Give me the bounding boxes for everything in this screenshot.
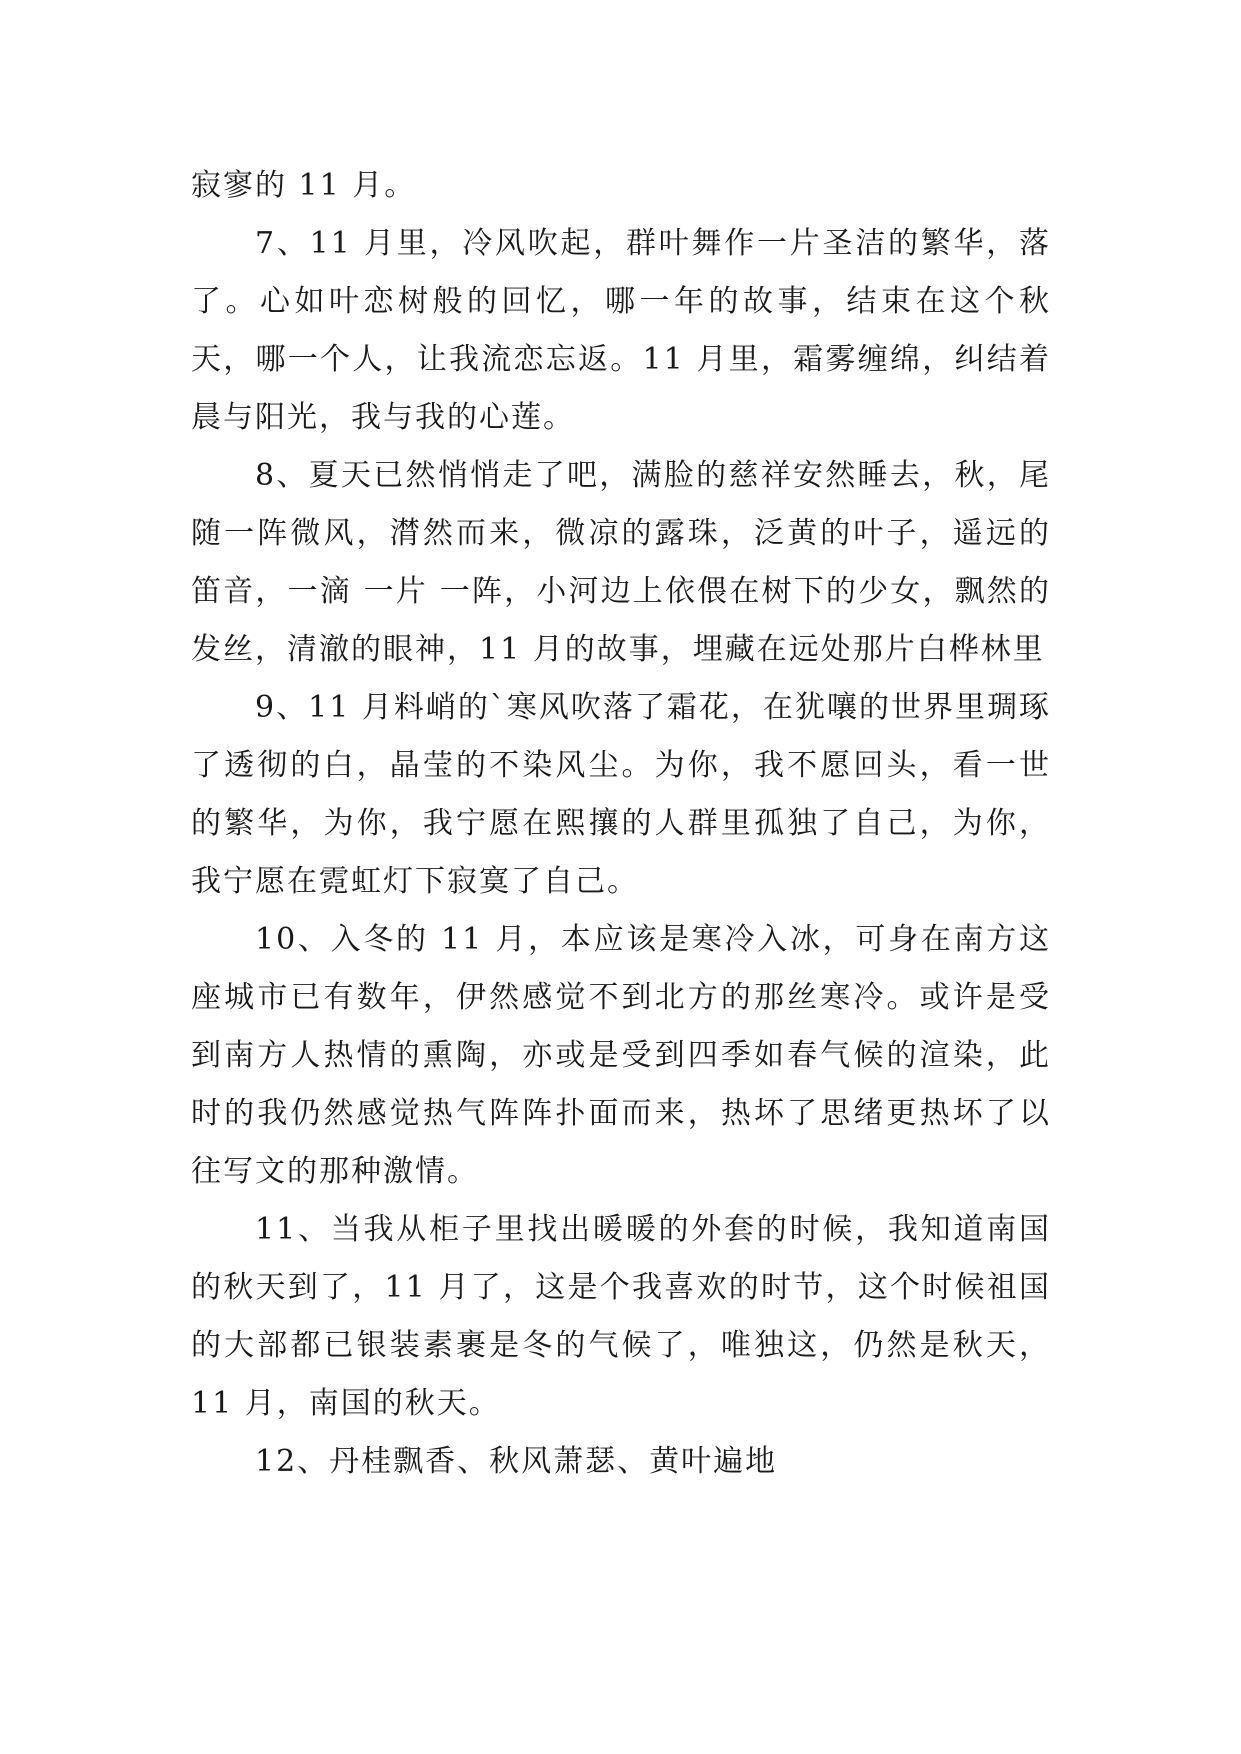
paragraph-continuation: 寂寥的 11 月。 (191, 168, 417, 203)
paragraph-10: 10、入冬的 11 月，本应该是寒冷入冰，可身在南方这座城市已有数年，伊然感觉不到北方的那丝寒冷。或许是受到南方人热情的熏陶，亦或是受到四季如春气候的渲染，此时的我仍然感觉热气阵阵扑面而来，热坏了思绪更热坏了以往写文的那种激情。 (191, 922, 1051, 1189)
paragraph-7: 7、11 月里，冷风吹起，群叶舞作一片圣洁的繁华，落了。心如叶恋树般的回忆，哪一年的故事，结束在这个秋天，哪一个人，让我流恋忘返。11 月里，霜雾缠绵，纠结着晨与阳光，我与我的心莲。 (191, 226, 1051, 435)
paragraph-8: 8、夏天已然悄悄走了吧，满脸的慈祥安然睡去，秋，尾随一阵微风，潸然而来，微凉的露珠，泛黄的叶子，遥远的笛音，一滴 一片 一阵，小河边上依偎在树下的少女，飘然的发丝，清澈的眼神，11 月的故事，埋藏在远处那片白桦林里 (191, 458, 1051, 667)
paragraph-12: 12、丹桂飘香、秋风萧瑟、黄叶遍地 (255, 1444, 778, 1479)
document-body (191, 157, 1051, 1491)
paragraph-11: 11、当我从柜子里找出暖暖的外套的时候，我知道南国的秋天到了，11 月了，这是个我喜欢的时节，这个时候祖国的大部都已银装素裹是冬的气候了，唯独这，仍然是秋天，11 月，南国的秋天。 (191, 1212, 1051, 1421)
paragraph-9: 9、11 月料峭的`寒风吹落了霜花，在犹嚷的世界里琱琢了透彻的白，晶莹的不染风尘。为你，我不愿回头，看一世的繁华，为你，我宁愿在熙攘的人群里孤独了自己，为你，我宁愿在霓虹灯下寂寞了自己。 (191, 690, 1051, 899)
